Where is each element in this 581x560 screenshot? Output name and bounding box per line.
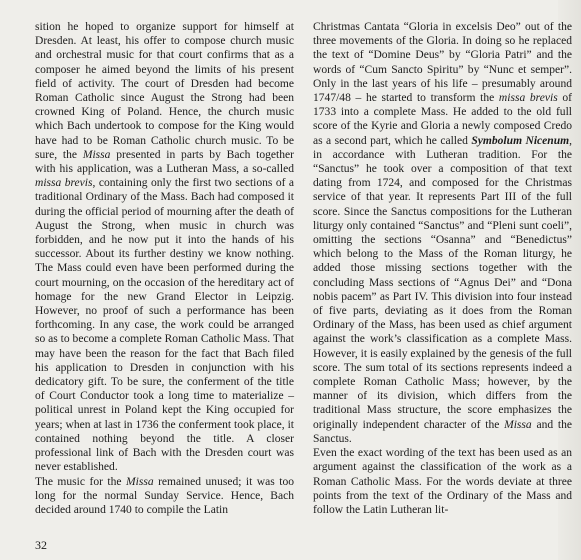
- text-column-left: [35, 20, 294, 517]
- text-run: , in accordance with Lutheran tradition. For the “Sanctus” he took over a composition of that text dating from 1724, and composed for the Christmas service of that year. It represents Part III of the full score. Since the Sanctus compositions for the Lutheran liturgy only contained “Sanctus” and “Pleni sunt coeli”, omitting the sections “Osanna” and “Benedictus” which belong to the Mass of the Roman liturgy, he added those missing sections together with the concluding Mass sections of “Agnus Dei” and “Dona nobis pacem” as Part IV. This division into four instead of five parts, deviating as it does from the Roman Ordinary of the Mass, has been used as chief argument against the work’s classification as a complete Mass. However, it is easily explained by the genesis of the full score. The sum total of its sections represents indeed a complete Roman Catholic Mass; however, by the manner of its division, which differs from the traditional Mass structure, the score emphasizes the originally independent character of the: [313, 134, 572, 431]
- text-run: sition he hoped to organize support for himself at Dresden. At least, his offer to compose church music and orchestral music for that court confirms that as a composer he aimed beyond the limits of his present field of activity. The court of Dresden had become Roman Catholic since August the Strong had been crowned King of Poland. Hence, the church music which Bach undertook to compose for the King would have had to be Roman Catholic church music. To be sure, the: [35, 21, 294, 161]
- italic-text: Missa: [126, 475, 154, 488]
- italic-text: missa brevis: [498, 92, 558, 105]
- text-run: , containing only the first two sections of a traditional Ordinary of the Mass. Bach had composed it during the official period of mourning after the death of August the Strong, when music in church was forbidden, and he now put it into the hands of his successor. About its further destiny we know nothing. The Mass could even have been performed during the court mourning, on the occasion of the hereditary act of homage for the new Grand Elector in Leipzig. However, no proof of such a performance has been forthcoming. In any case, the work could be arranged so as to become a complete Roman Catholic Mass. That may have been the reason for the fact that Bach filed his application to Dresden in conjunction with his dedicatory gift. To be sure, the conferment of the title of Court Conductor took a long time to materialize – political unrest in Poland kept the King occupied for years; when at last in 1736 the conferment took place, it contained nothing beyond the title. A closer professional link of Bach with the Dresden court was never established.: [35, 177, 294, 474]
- text-column-right: [313, 20, 572, 517]
- text-run: of 1733 into a complete Mass. He added to the old full score of the Kyrie and Gloria a newly composed Credo as a second part, which he called: [313, 92, 572, 147]
- paragraph: [313, 446, 572, 517]
- paragraph: [35, 475, 294, 518]
- italic-text: Symbolum Nicenum: [471, 134, 570, 147]
- italic-text: Missa: [504, 418, 532, 431]
- text-run: The music for the: [35, 475, 127, 488]
- text-run: Even the exact wording of the text has been used as an argument against the classification of the work as a Roman Catholic Mass. For the words deviate at three points from the text of the Ordinary of the Mass and follow the Latin Lutheran lit-: [313, 447, 572, 516]
- paragraph: [35, 20, 294, 475]
- paragraph: [313, 20, 572, 446]
- text-run: and the Sanctus.: [313, 418, 572, 445]
- page-number: 32: [35, 538, 47, 552]
- text-run: Christmas Cantata “Gloria in excelsis Deo” out of the three movements of the Gloria. In doing so he replaced the text of “Domine Deus” by “Gloria Patri” and the words of “Cum Sancto Spiritu” by “Nunc et semper”. Only in the last years of his life – presumably around 1747/48 – he started to transform the: [313, 21, 572, 105]
- text-run: presented in parts by Bach together with his application, was a Lutheran Mass, a so-called: [35, 148, 295, 176]
- italic-text: Missa: [82, 148, 111, 161]
- text-run: remained unused; it was too long for the normal Sunday Service. Hence, Bach decided around 1740 to compile the Latin: [35, 475, 294, 516]
- italic-text: missa brevis: [35, 177, 93, 190]
